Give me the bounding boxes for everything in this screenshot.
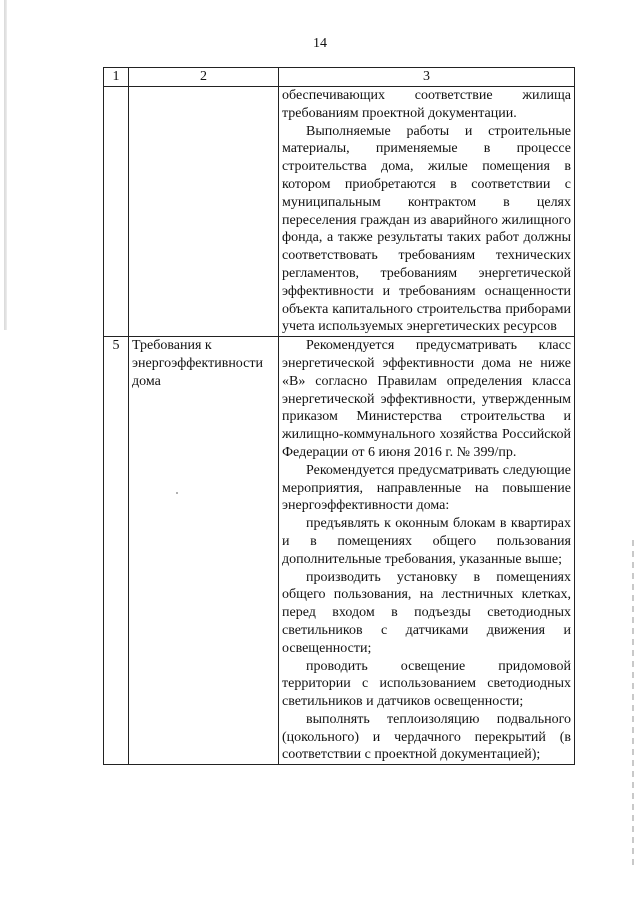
table-header-row [104, 68, 575, 87]
row-name-cell: Требования к энергоэффективности дома [129, 337, 279, 765]
paragraph: Рекомендуется предусматривать следующие мероприятия, направленные на повышение энергоэффективности дома: [282, 462, 571, 514]
paragraph: выполнять теплоизоляцию подвального (цокольного) и чердачного перекрытий (в соответствии с проектной документацией); [282, 711, 571, 763]
paragraph: производить установку в помещениях общего пользования, на лестничных клетках, перед входом в подъезды светодиодных светильников с датчиками движения и освещенности; [282, 569, 571, 656]
row-number-cell: 5 [104, 337, 129, 765]
row-content-cell [279, 337, 575, 765]
paragraph: проводить освещение придомовой территории с использованием светодиодных светильников и датчиков освещенности; [282, 658, 571, 710]
row-number-cell [104, 87, 129, 337]
requirements-table [103, 67, 575, 765]
paragraph: обеспечивающих соответствие жилища требованиям проектной документации. [282, 88, 571, 121]
column-header-2: 2 [129, 68, 279, 87]
page-number: 14 [313, 36, 327, 51]
scan-margin-dashes [632, 540, 634, 870]
table-row-5 [104, 337, 575, 765]
paragraph: предъявлять к оконным блокам в квартирах и в помещениях общего пользования дополнительные требования, указанные выше; [282, 516, 571, 567]
column-header-3: 3 [279, 68, 575, 87]
table-row-continuation [104, 87, 575, 337]
paragraph: Рекомендуется предусматривать класс энергетической эффективности дома не ниже «В» согласно Правилам определения класса энергетической эффективности, утвержденным приказом Министерства строительства и жилищно-коммунального хозяйства Российской Федерации от 6 июня 2016 г. № 399/пр. [282, 338, 571, 460]
row-name-cell [129, 87, 279, 337]
column-header-1: 1 [104, 68, 129, 87]
paragraph: Выполняемые работы и строительные материалы, применяемые в процессе строительства дома, жилые помещения в котором приобретаются в соответствии с муниципальным контрактом в целях переселения граждан из аварийного жилищного фонда, а также результаты таких работ должны соответствовать требованиям технических регламентов, требованиям энергетической эффективности и требованиям оснащенности объекта капитального строительства приборами учета используемых энергетических ресурсов [282, 123, 571, 335]
row-content-cell [279, 87, 575, 337]
